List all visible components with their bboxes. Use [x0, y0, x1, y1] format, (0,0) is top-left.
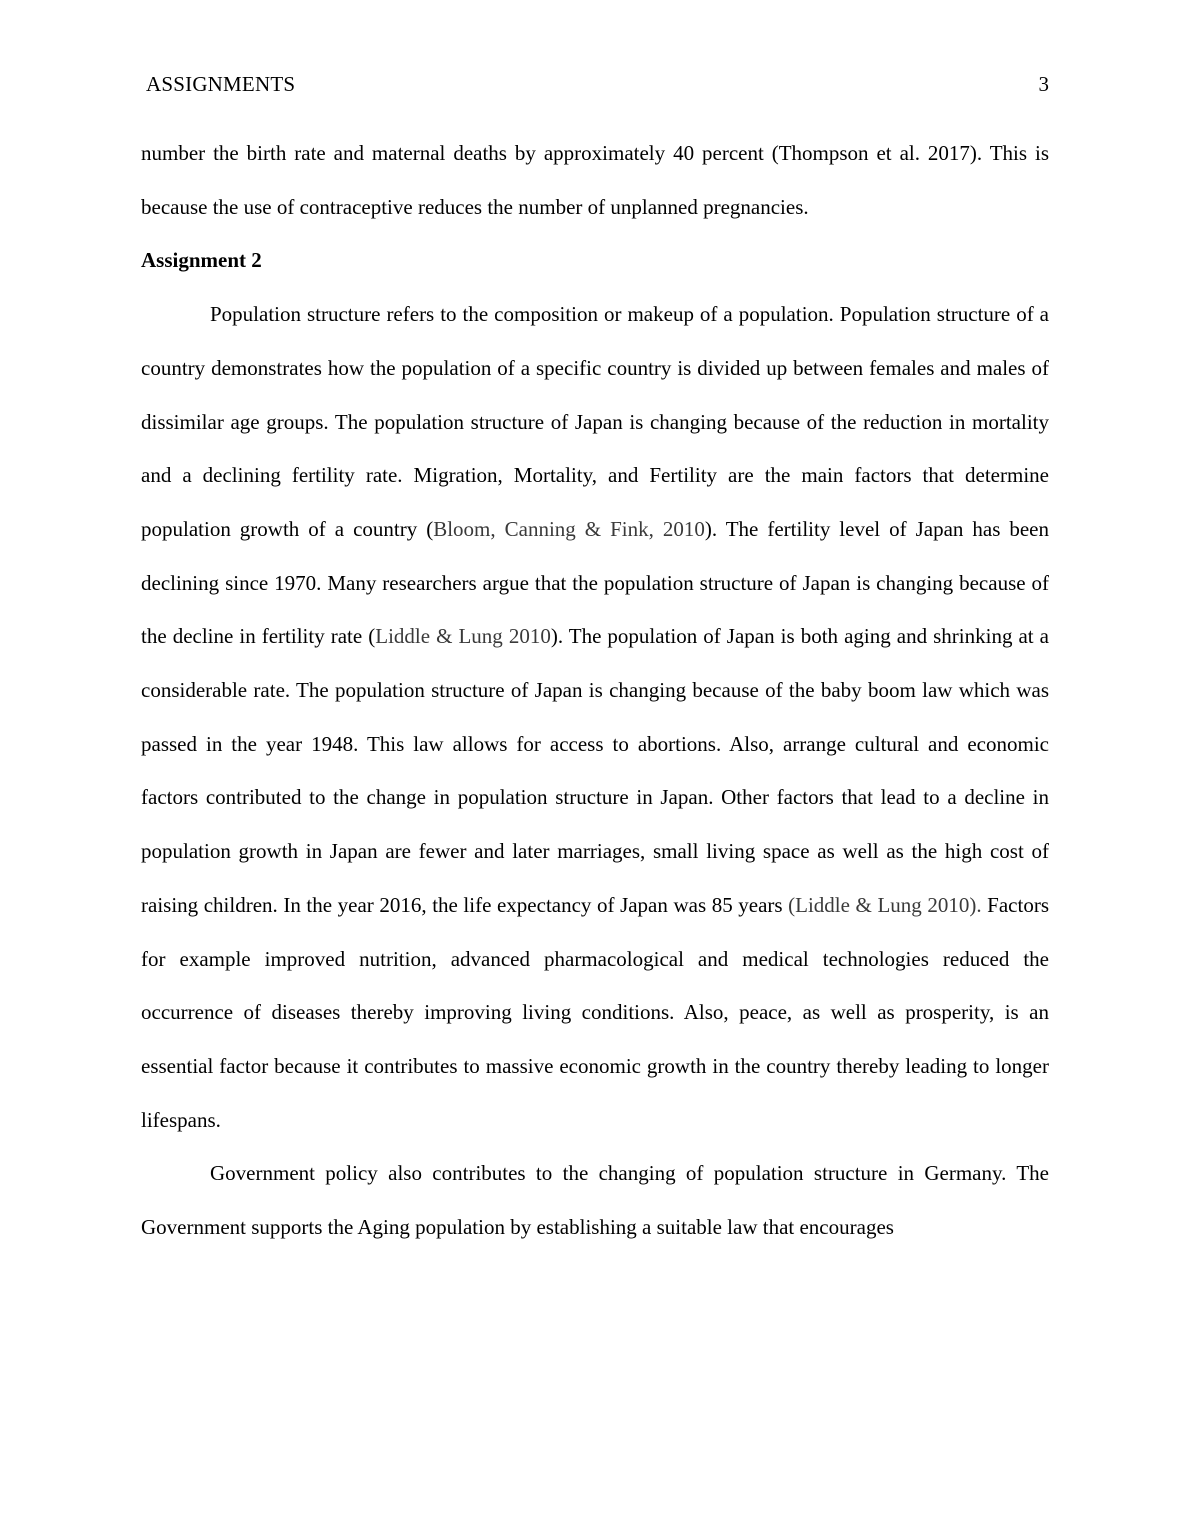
paragraph-text: ). The fertility level of Japan has been declining since 1970. Many researchers argue that the population structure of Japan is changing because of the decline in fertility rate ( — [141, 516, 1050, 649]
running-head: ASSIGNMENTS — [146, 72, 296, 96]
paragraph-text: Population structure refers to the composition or makeup of a population. Population structure of a country demonstrates how the population of a specific country is divided up between females and males of dissimilar age groups. The population structure of Japan is changing because of the reduction in mortality and a declining fertility rate. Migration, Mortality, and Fertility are the main factors that determine population growth of a country ( — [141, 302, 1049, 541]
citation: Bloom, Canning & Fink, 2010 — [433, 516, 705, 541]
continued-paragraph: number the birth rate and maternal deaths by approximately 40 percent (Thompson et al. 2017). This is because the use of contraceptive reduces the number of unplanned pregnancies. — [141, 141, 1049, 219]
paragraph-government-policy: Government policy also contributes to the changing of population structure in Germany. The Government supports the Aging population by establishing a suitable law that encourages — [141, 1161, 1049, 1240]
paragraph-population-structure — [141, 288, 1049, 1147]
paragraph-text: Factors for example improved nutrition, advanced pharmacological and medical technologies reduced the occurrence of diseases thereby improving living conditions. Also, peace, as well as prosperity, is an essential factor because it contributes to massive economic growth in the country thereby leading to longer lifespans. — [141, 892, 1050, 1132]
section-heading: Assignment 2 — [141, 248, 262, 273]
citation: Liddle & Lung 2010 — [375, 624, 551, 649]
citation: (Liddle & Lung 2010). — [788, 892, 982, 917]
paragraph-text: ). The population of Japan is both aging and shrinking at a considerable rate. The population structure of Japan is changing because of the baby boom law which was passed in the year 1948. This law allows for access to abortions. Also, arrange cultural and economic factors contributed to the change in population structure in Japan. Other factors that lead to a decline in population growth in Japan are fewer and later marriages, small living space as well as the high cost of raising children. In the year 2016, the life expectancy of Japan was 85 years — [141, 624, 1049, 917]
body-text — [141, 127, 1049, 1255]
page-number: 3 — [1038, 72, 1049, 96]
